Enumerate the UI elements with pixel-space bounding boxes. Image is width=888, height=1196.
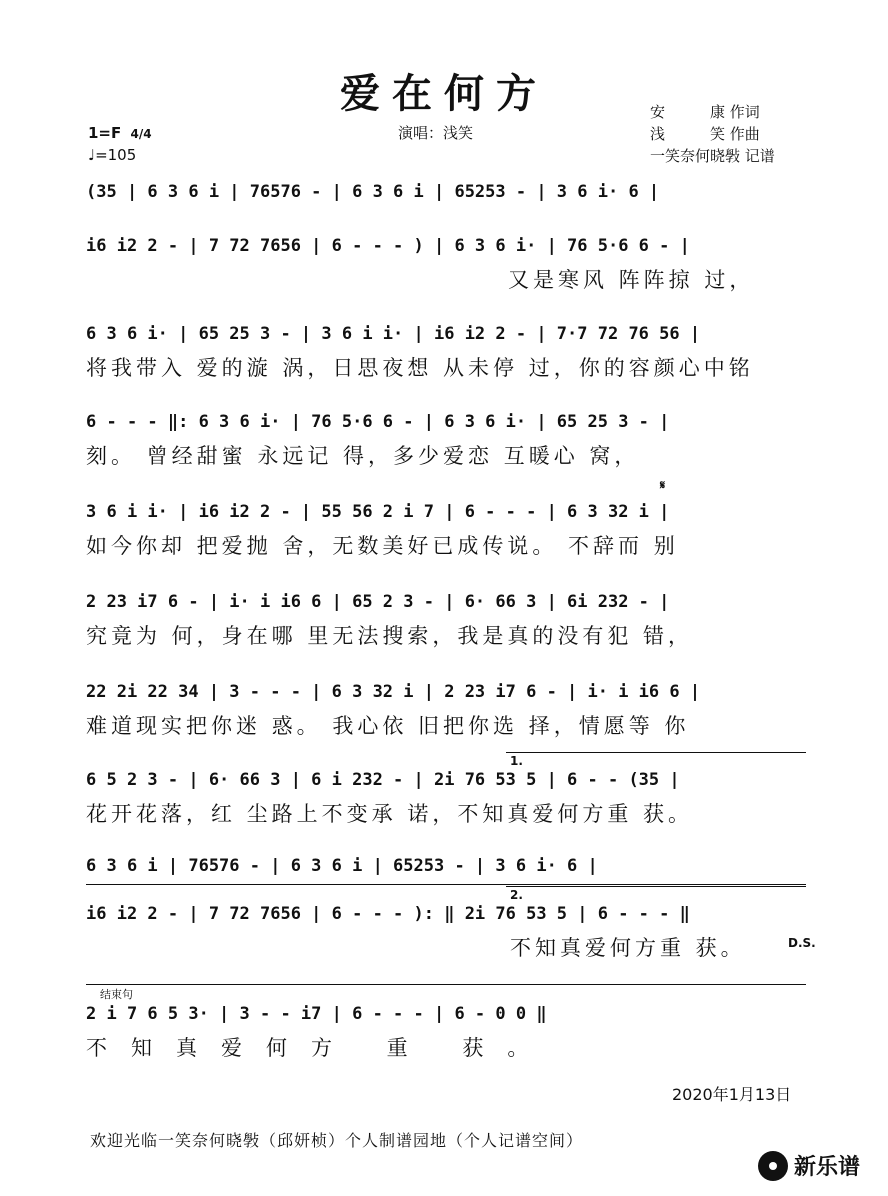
staff-lyrics-11: 不知真爱何方 重 获。 [86, 1036, 553, 1060]
staff-notes-9: 6 3 6 i | 76576 - | 6 3 6 i | 65253 - | 3 6 i· 6 | [86, 856, 598, 876]
staff-lyrics-4: 刻。 曾经甜蜜 永远记 得，多少爱恋 互暖心 窝， [86, 444, 640, 468]
coda-bracket [86, 984, 806, 985]
staff-notes-7: 22 2i 22 34 | 3 - - - | 6 3 32 i | 2 23 i7 6 - | i· i i6 6 | [86, 682, 701, 702]
date-stamp: 2020年1月13日 [672, 1085, 792, 1104]
lyricist-credit: 安 康 作词 [650, 103, 760, 121]
footer-text: 欢迎光临一笑奈何晓斅（邱妍桢）个人制谱园地（个人记谱空间） [90, 1131, 584, 1150]
singer-line: 演唱：浅笑 [398, 124, 474, 142]
ending-2-label: 2. [510, 888, 523, 902]
staff-notes-3: 6 3 6 i· | 65 25 3 - | 3 6 i i· | i6 i2 2 - | 7·7 72 76 56 | [86, 324, 701, 344]
staff-lyrics-6: 究竟为 何，身在哪 里无法搜索，我是真的没有犯 错， [86, 624, 694, 648]
staff-notes-8: 6 5 2 3 - | 6· 66 3 | 6 i 232 - | 2i 76 53 5 | 6 - - (35 | [86, 770, 680, 790]
ds-mark: D.S. [788, 936, 816, 950]
staff-notes-1: (35 | 6 3 6 i | 76576 - | 6 3 6 i | 65253 - | 3 6 i· 6 | [86, 182, 660, 202]
staff-lyrics-10: 不知真爱何方重 获。 [510, 936, 746, 960]
credits-block [650, 101, 775, 167]
system-divider [86, 884, 806, 885]
time-signature: 4/4 [130, 127, 152, 141]
staff-notes-4: 6 - - - ‖: 6 3 6 i· | 76 5·6 6 - | 6 3 6 i· | 65 25 3 - | [86, 412, 670, 432]
key-text: 1=F [88, 124, 122, 142]
record-disc-icon [758, 1151, 788, 1181]
transcriber-credit: 一笑奈何晓斅 记谱 [650, 147, 775, 165]
composer-credit: 浅 笑 作曲 [650, 125, 760, 143]
key-signature [88, 124, 152, 142]
staff-lyrics-2: 又是寒风 阵阵掠 过， [508, 268, 755, 292]
ending-bracket-1 [506, 752, 806, 753]
staff-lyrics-8: 花开花落，红 尘路上不变承 诺，不知真爱何方重 获。 [86, 802, 694, 826]
staff-notes-2: i6 i2 2 - | 7 72 7656 | 6 - - - ) | 6 3 6 i· | 76 5·6 6 - | [86, 236, 690, 256]
staff-lyrics-3: 将我带入 爱的漩 涡，日思夜想 从未停 过，你的容颜心中铭 [86, 356, 754, 380]
staff-notes-11: 2 i 7 6 5 3· | 3 - - i7 | 6 - - - | 6 - 0 0 ‖ [86, 1004, 547, 1024]
coda-label: 结束句 [100, 988, 133, 1001]
ending-1-label: 1. [510, 754, 523, 768]
staff-lyrics-7: 难道现实把你迷 惑。 我心依 旧把你选 择，情愿等 你 [86, 714, 690, 738]
site-logo [758, 1150, 860, 1181]
staff-notes-6: 2 23 i7 6 - | i· i i6 6 | 65 2 3 - | 6· 66 3 | 6i 232 - | [86, 592, 670, 612]
staff-notes-10: i6 i2 2 - | 7 72 7656 | 6 - - - ): ‖ 2i 76 53 5 | 6 - - - ‖ [86, 904, 690, 924]
tempo-marking: ♩=105 [88, 146, 137, 164]
song-title: 爱在何方 [340, 70, 548, 117]
ending-bracket-2 [506, 886, 806, 887]
logo-text: 新乐谱 [794, 1155, 861, 1180]
segno-mark: 𝄋 [660, 478, 666, 492]
staff-lyrics-5: 如今你却 把爱抛 舍，无数美好已成传说。 不辞而 别 [86, 534, 679, 558]
staff-notes-5: 3 6 i i· | i6 i2 2 - | 55 56 2 i 7 | 6 - - - | 6 3 32 i | [86, 502, 670, 522]
